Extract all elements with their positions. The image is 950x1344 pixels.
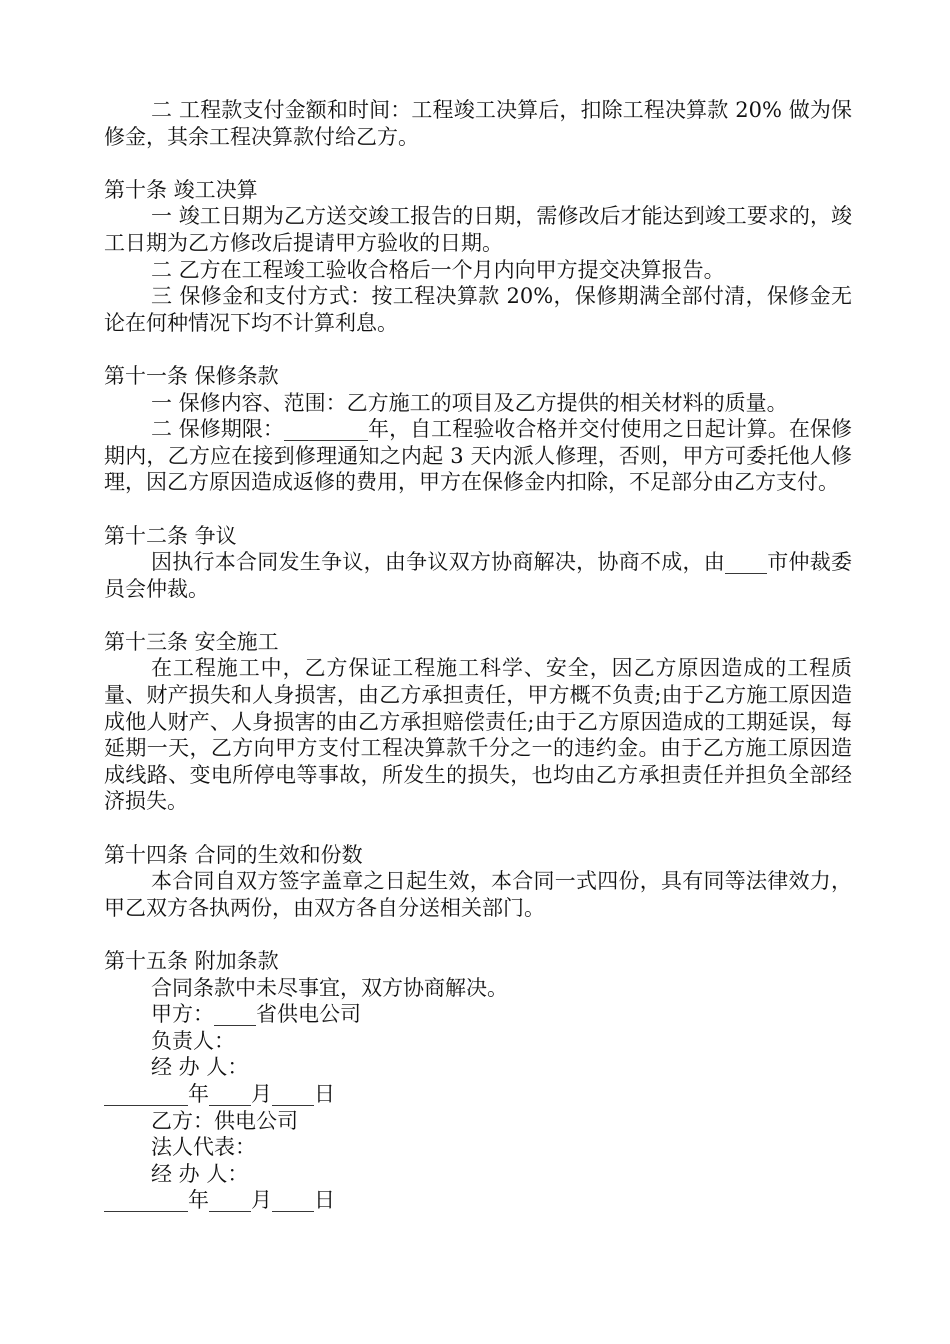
clause-12-text: 因执行本合同发生争议，由争议双方协商解决，协商不成，由____市仲裁委员会仲裁。: [104, 550, 852, 601]
spacer: [104, 815, 852, 842]
spacer: [104, 150, 852, 177]
party-a-responsible-person: 负责人：: [151, 1028, 235, 1053]
clause-9-item-2: 二 工程款支付金额和时间：工程竣工决算后，扣除工程决算款 20% 做为保修金，其余工程决算款付给乙方。: [104, 98, 852, 149]
article-15-title: 第十五条 附加条款: [104, 949, 279, 973]
clause-10-item-2: 二 乙方在工程竣工验收合格后一个月内向甲方提交决算报告。: [151, 257, 725, 282]
article-14-title: 第十四条 合同的生效和份数: [104, 842, 363, 867]
spacer: [104, 336, 852, 363]
party-b-legal-representative: 法人代表：: [151, 1135, 256, 1160]
article-10-title: 第十条 竣工决算: [104, 177, 258, 202]
article-12-title: 第十二条 争议: [104, 523, 237, 548]
contract-page: [104, 97, 852, 1214]
clause-10-item-3: 三 保修金和支付方式：按工程决算款 20%，保修期满全部付清，保修金无论在何种情况下均不计算利息。: [104, 284, 852, 335]
clause-11-item-1: 一 保修内容、范围：乙方施工的项目及乙方提供的相关材料的质量。: [151, 390, 788, 415]
spacer: [104, 602, 852, 629]
spacer: [104, 496, 852, 523]
party-b-date: ________年____月____日: [104, 1188, 335, 1213]
spacer: [104, 921, 852, 948]
article-11-title: 第十一条 保修条款: [104, 363, 279, 388]
clause-15-text: 合同条款中未尽事宜，双方协商解决。: [151, 975, 508, 1000]
party-a-agent: 经 办 人：: [151, 1055, 249, 1080]
party-b-name: 乙方：供电公司: [151, 1108, 298, 1133]
clause-10-item-1: 一 竣工日期为乙方送交竣工报告的日期，需修改后才能达到竣工要求的，竣工日期为乙方修改后提请甲方验收的日期。: [104, 204, 852, 255]
party-b-agent: 经 办 人：: [151, 1161, 249, 1186]
clause-11-item-2: 二 保修期限：________年，自工程验收合格并交付使用之日起计算。在保修期内，乙方应在接到修理通知之内起 3 天内派人修理，否则，甲方可委托他人修理，因乙方原因造成返修的费用，甲方在保修金内扣除，不足部分由乙方支付。: [104, 417, 852, 495]
party-a-name: 甲方：____省供电公司: [151, 1002, 361, 1027]
clause-14-text: 本合同自双方签字盖章之日起生效，本合同一式四份，具有同等法律效力，甲乙双方各执两份，由双方各自分送相关部门。: [104, 869, 852, 920]
clause-13-text: 在工程施工中，乙方保证工程施工科学、安全，因乙方原因造成的工程质量、财产损失和人身损害，由乙方承担责任，甲方概不负责;由于乙方施工原因造成他人财产、人身损害的由乙方承担赔偿责任;由于乙方原因造成的工期延误，每延期一天，乙方向甲方支付工程决算款千分之一的违约金。由于乙方施工原因造成线路、变电所停电等事故，所发生的损失，也均由乙方承担责任并担负全部经济损失。: [104, 656, 852, 814]
party-a-date: ________年____月____日: [104, 1081, 335, 1106]
article-13-title: 第十三条 安全施工: [104, 629, 279, 654]
